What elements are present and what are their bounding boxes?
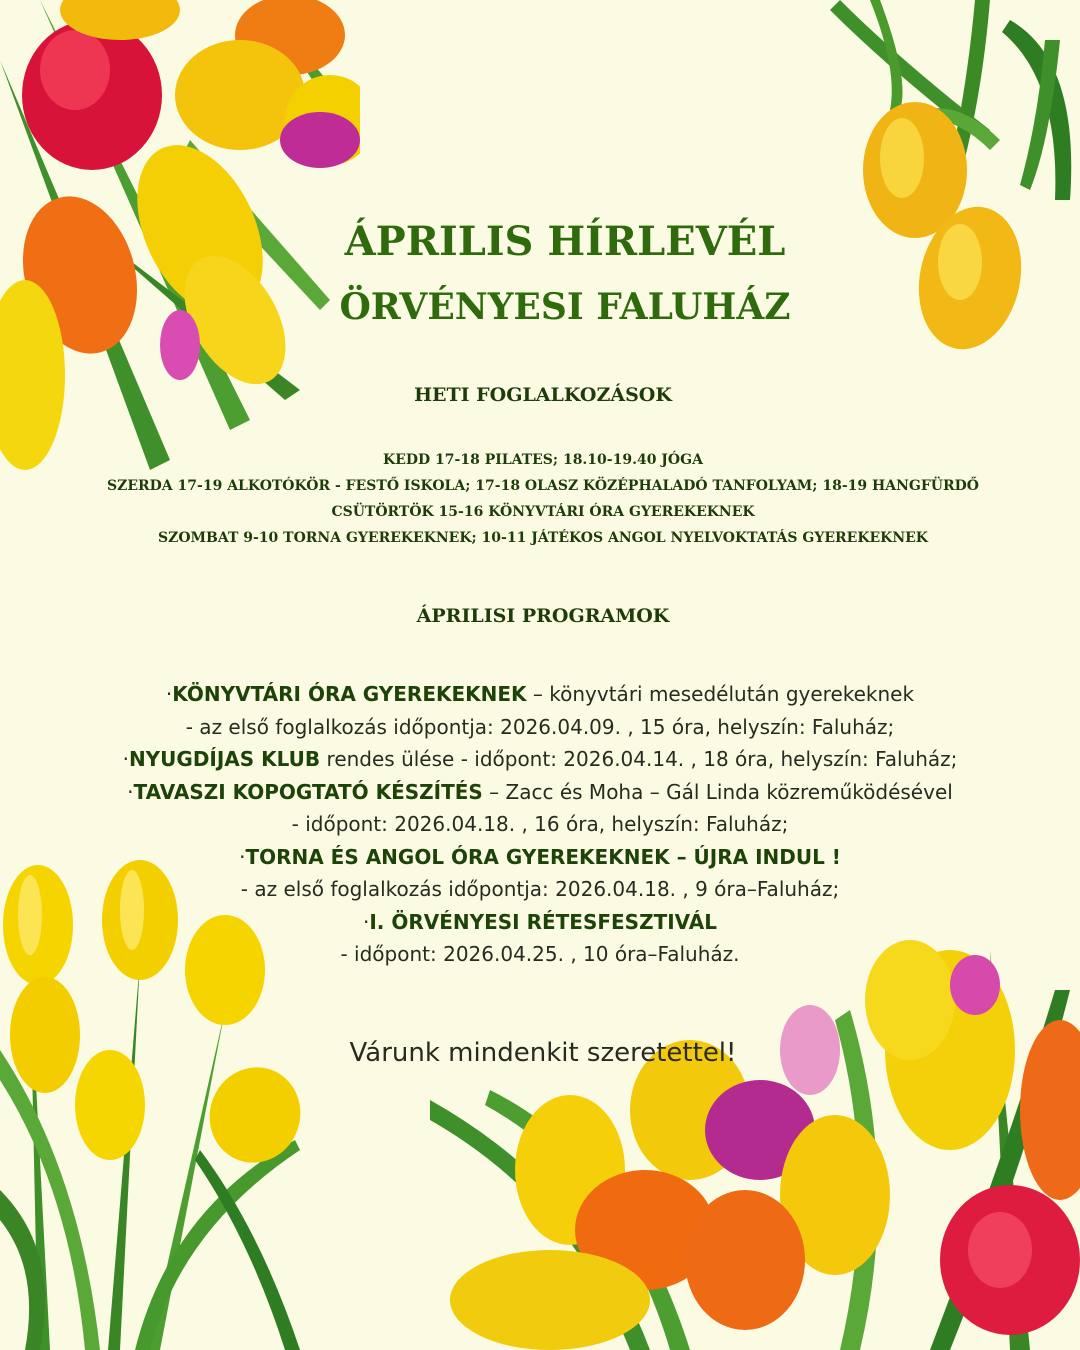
program-line — [0, 841, 1080, 874]
program-detail: – Zacc és Moha – Gál Linda közreműködésével — [482, 779, 953, 804]
weekly-item-tuesday: KEDD 17-18 PILATES; 18.10-19.40 JÓGA — [383, 452, 703, 468]
weekly-item-thursday: CSÜTÖRTÖK 15-16 KÖNYVTÁRI ÓRA GYEREKEKNEK — [331, 504, 755, 520]
program-line — [0, 776, 1080, 809]
program-line — [0, 711, 1080, 744]
april-programs-heading: ÁPRILISI PROGRAMOK — [416, 605, 670, 627]
newsletter-subtitle: ÖRVÉNYESI FALUHÁZ — [339, 286, 791, 328]
april-programs-list — [0, 678, 1080, 971]
program-line — [0, 938, 1080, 971]
program-line — [0, 743, 1080, 776]
program-name: KÖNYVTÁRI ÓRA GYEREKEKNEK — [172, 682, 527, 706]
program-detail: - az első foglalkozás időpontja: 2026.04.09. , 15 óra, helyszín: Faluház; — [185, 714, 895, 739]
weekly-item-wednesday: SZERDA 17-19 ALKOTÓKÖR - FESTŐ ISKOLA; 17-18 OLASZ KÖZÉPHALADÓ TANFOLYAM; 18-19 HANGFÜRDŐ — [107, 478, 979, 494]
program-line — [0, 873, 1080, 906]
program-detail: - időpont: 2026.04.18. , 16 óra, helyszín: Faluház; — [291, 812, 789, 836]
program-detail: rendes ülése - időpont: 2026.04.14. , 18 óra, helyszín: Faluház; — [320, 747, 958, 771]
program-name: I. ÖRVÉNYESI RÉTESFESZTIVÁL — [369, 909, 718, 934]
program-detail: - időpont: 2026.04.25. , 10 óra–Faluház. — [340, 942, 740, 966]
program-name: NYUGDÍJAS KLUB — [128, 747, 321, 771]
program-line — [0, 906, 1080, 939]
program-bullet: · — [127, 779, 134, 804]
newsletter-title: ÁPRILIS HÍRLEVÉL — [344, 218, 786, 265]
program-detail: – könyvtári mesedélután gyerekeknek — [526, 682, 915, 706]
program-name: TORNA ÉS ANGOL ÓRA GYEREKEKNEK – ÚJRA INDUL ! — [245, 844, 841, 869]
tulip-bouquet-bottom-right — [430, 930, 1080, 1350]
program-line — [0, 808, 1080, 841]
weekly-activities-heading: HETI FOGLALKOZÁSOK — [414, 384, 672, 406]
weekly-activities-list — [0, 447, 1080, 551]
program-line — [0, 678, 1080, 711]
program-bullet: · — [362, 909, 370, 934]
program-bullet: · — [122, 747, 129, 771]
program-bullet: · — [165, 682, 173, 706]
closing-message: Várunk mindenkit szeretettel! — [349, 1038, 737, 1068]
program-name: TAVASZI KOPOGTATÓ KÉSZÍTÉS — [133, 779, 483, 804]
weekly-item-saturday: SZOMBAT 9-10 TORNA GYEREKEKNEK; 10-11 JÁTÉKOS ANGOL NYELVOKTATÁS GYEREKEKNEK — [158, 530, 928, 546]
program-detail: - az első foglalkozás időpontja: 2026.04.18. , 9 óra–Faluház; — [240, 877, 840, 901]
program-bullet: · — [239, 844, 246, 869]
